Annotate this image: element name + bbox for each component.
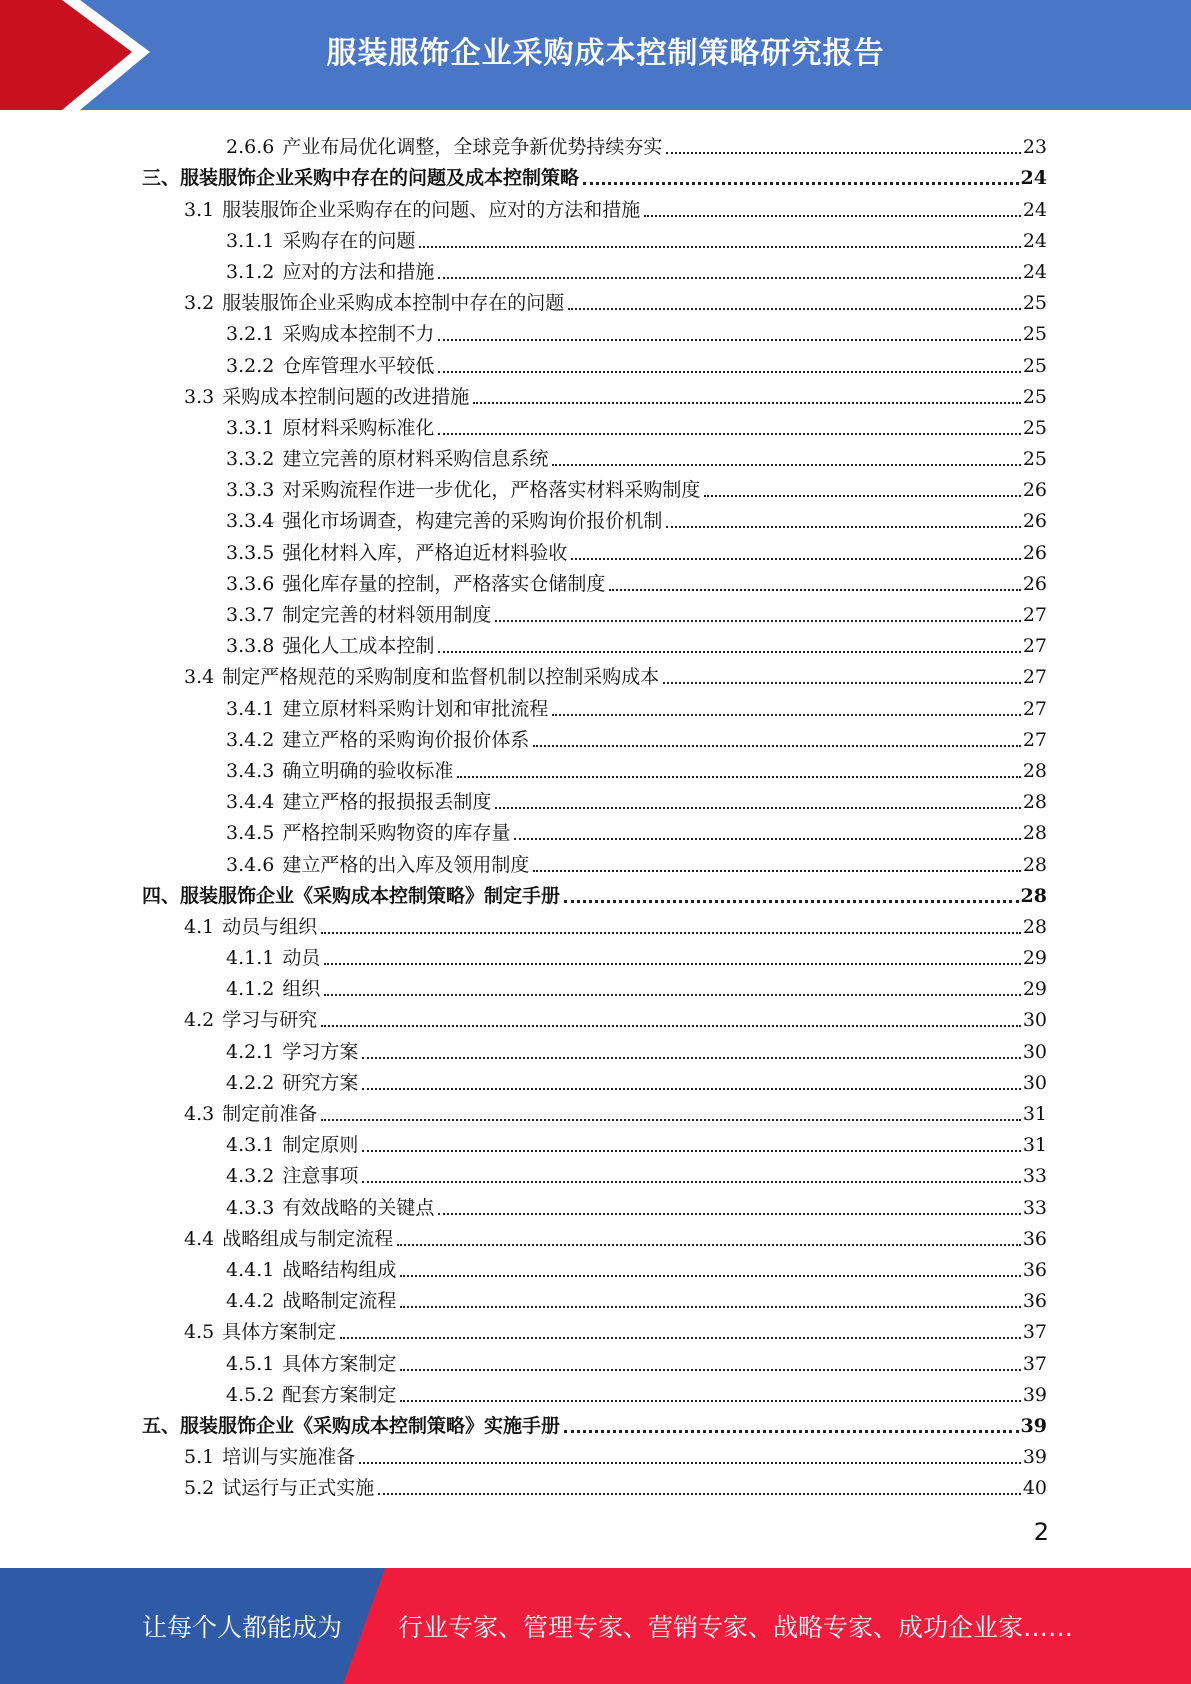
toc-dot-leader <box>400 1369 1020 1371</box>
toc-entry-number: 3.4.5 <box>226 822 275 845</box>
toc-entry-title: 制定严格规范的采购制度和监督机制以控制采购成本 <box>222 666 660 689</box>
toc-dot-leader <box>438 651 1020 653</box>
toc-dot-leader <box>704 495 1020 497</box>
toc-dot-leader <box>321 1119 1021 1121</box>
toc-entry-number: 4.2.2 <box>226 1071 275 1094</box>
header-banner <box>0 0 1191 110</box>
toc-entry-page: 39 <box>1022 1383 1047 1406</box>
toc-entry-page: 30 <box>1022 1009 1047 1032</box>
toc-entry-title: 有效战略的关键点 <box>282 1196 435 1219</box>
toc-entry-title: 建立严格的出入库及领用制度 <box>282 853 530 876</box>
toc-dot-leader <box>571 558 1020 560</box>
toc-entry-page: 25 <box>1022 448 1047 471</box>
toc-entry[interactable] <box>142 814 1047 845</box>
toc-entry-title: 配套方案制定 <box>282 1383 397 1406</box>
toc-dot-leader <box>514 838 1020 840</box>
toc-entry-number: 4.2.1 <box>226 1040 275 1063</box>
toc-entry-page: 36 <box>1022 1227 1047 1250</box>
toc-dot-leader <box>324 994 1020 996</box>
toc-entry-page: 27 <box>1022 666 1047 689</box>
toc-entry[interactable] <box>142 1157 1047 1188</box>
toc-entry[interactable] <box>142 1095 1047 1126</box>
toc-dot-leader <box>321 932 1021 934</box>
toc-entry[interactable] <box>142 159 1047 190</box>
toc-entry-title: 制定原则 <box>282 1134 359 1157</box>
toc-dot-leader <box>663 682 1021 684</box>
toc-entry-title: 具体方案制定 <box>222 1321 337 1344</box>
toc-dot-leader <box>362 1088 1020 1090</box>
toc-dot-leader <box>533 745 1020 747</box>
document-title: 服装服饰企业采购成本控制策略研究报告 <box>326 36 885 71</box>
toc-entry-number: 3.3.6 <box>226 572 275 595</box>
toc-entry-title: 采购成本控制不力 <box>282 323 435 346</box>
toc-dot-leader <box>438 339 1020 341</box>
toc-entry-title: 建立完善的原材料采购信息系统 <box>282 448 549 471</box>
toc-entry-number: 3.3.7 <box>226 604 275 626</box>
toc-dot-leader <box>644 215 1021 217</box>
toc-entry-title: 强化市场调查，构建完善的采购询价报价机制 <box>282 510 663 533</box>
toc-dot-leader <box>609 589 1020 591</box>
toc-entry-number: 3.4.6 <box>226 853 275 876</box>
toc-entry-page: 26 <box>1022 541 1047 564</box>
toc-entry[interactable] <box>142 1001 1047 1032</box>
toc-entry-page: 24 <box>1022 260 1047 283</box>
toc-entry-title: 四、服装服饰企业《采购成本控制策略》制定手册 <box>142 884 561 907</box>
toc-entry-page: 36 <box>1022 1290 1047 1313</box>
toc-entry[interactable] <box>142 721 1047 752</box>
toc-dot-leader <box>457 776 1020 778</box>
toc-entry-number: 4.4 <box>184 1227 215 1250</box>
table-of-contents <box>142 128 1047 1500</box>
toc-entry[interactable] <box>142 627 1047 658</box>
toc-entry-page: 26 <box>1022 510 1047 533</box>
toc-entry[interactable] <box>142 565 1047 596</box>
toc-entry-page: 26 <box>1022 479 1047 502</box>
toc-entry-number: 3.3.4 <box>226 510 275 533</box>
toc-entry-page: 25 <box>1022 292 1047 315</box>
toc-entry[interactable] <box>142 1282 1047 1313</box>
footer-slogan-right: 行业专家、管理专家、营销专家、战略专家、成功企业家…… <box>398 1613 1074 1642</box>
toc-entry[interactable] <box>142 1251 1047 1282</box>
toc-dot-leader <box>362 1150 1020 1152</box>
toc-entry[interactable] <box>142 939 1047 970</box>
toc-dot-leader <box>400 1400 1020 1402</box>
toc-entry-number: 2.6.6 <box>226 136 275 159</box>
toc-dot-leader <box>438 433 1020 435</box>
toc-entry-page: 24 <box>1020 167 1047 190</box>
toc-entry-number: 3.4 <box>184 666 215 689</box>
toc-entry[interactable] <box>142 908 1047 939</box>
toc-dot-leader <box>495 807 1020 809</box>
toc-entry-title: 仓库管理水平较低 <box>282 354 435 377</box>
toc-dot-leader <box>359 1462 1021 1464</box>
toc-entry[interactable] <box>142 128 1047 159</box>
toc-entry-title: 研究方案 <box>282 1071 359 1094</box>
toc-entry-title: 原材料采购标准化 <box>282 416 435 439</box>
toc-entry-page: 33 <box>1022 1196 1047 1219</box>
toc-entry[interactable] <box>142 658 1047 689</box>
toc-entry-title: 学习方案 <box>282 1040 359 1063</box>
toc-dot-leader <box>564 1430 1019 1433</box>
toc-dot-leader <box>583 182 1019 185</box>
toc-entry-number: 4.4.2 <box>226 1290 275 1313</box>
toc-entry-title: 组织 <box>282 978 321 1001</box>
toc-entry[interactable] <box>142 1126 1047 1157</box>
toc-entry-title: 注意事项 <box>282 1165 359 1188</box>
toc-entry-number: 4.5.1 <box>226 1352 275 1375</box>
toc-entry-page: 25 <box>1022 416 1047 439</box>
toc-entry-page: 25 <box>1022 323 1047 346</box>
toc-entry-number: 3.3.8 <box>226 635 275 658</box>
toc-entry-number: 3.3 <box>184 385 215 408</box>
toc-entry[interactable] <box>142 533 1047 564</box>
toc-entry[interactable] <box>142 253 1047 284</box>
toc-entry-number: 5.1 <box>184 1446 215 1469</box>
toc-entry-title: 战略组成与制定流程 <box>222 1227 394 1250</box>
toc-entry[interactable] <box>142 1220 1047 1251</box>
toc-entry-page: 29 <box>1022 947 1047 970</box>
toc-dot-leader <box>321 1025 1021 1027</box>
toc-entry-page: 30 <box>1022 1071 1047 1094</box>
toc-entry[interactable] <box>142 1032 1047 1063</box>
toc-entry-page: 27 <box>1022 697 1047 720</box>
toc-entry-number: 3.4.3 <box>226 759 275 782</box>
toc-dot-leader <box>552 464 1020 466</box>
page-number: 2 <box>1033 1518 1049 1546</box>
toc-entry-title: 具体方案制定 <box>282 1352 397 1375</box>
toc-entry-title: 强化库存量的控制，严格落实仓储制度 <box>282 572 606 595</box>
toc-entry-title: 培训与实施准备 <box>222 1446 356 1469</box>
toc-entry[interactable] <box>142 1469 1047 1500</box>
toc-entry[interactable] <box>142 471 1047 502</box>
toc-entry-number: 3.2 <box>184 292 215 315</box>
toc-entry[interactable] <box>142 752 1047 783</box>
toc-entry-page: 24 <box>1022 198 1047 221</box>
toc-entry-page: 25 <box>1022 354 1047 377</box>
toc-entry-number: 4.3.3 <box>226 1196 275 1219</box>
toc-entry[interactable] <box>142 440 1047 471</box>
toc-entry[interactable] <box>142 315 1047 346</box>
toc-entry-page: 28 <box>1022 759 1047 782</box>
toc-entry-title: 三、服装服饰企业采购中存在的问题及成本控制策略 <box>142 167 580 190</box>
toc-entry-page: 28 <box>1022 822 1047 845</box>
toc-entry[interactable] <box>142 845 1047 876</box>
toc-entry[interactable] <box>142 970 1047 1001</box>
toc-dot-leader <box>568 308 1021 310</box>
toc-entry-title: 战略结构组成 <box>282 1258 397 1281</box>
toc-entry-title: 动员 <box>282 947 321 970</box>
toc-entry[interactable] <box>142 378 1047 409</box>
footer-slogan-left: 让每个人都能成为 <box>142 1613 343 1642</box>
toc-entry-title: 确立明确的验收标准 <box>282 759 454 782</box>
toc-entry[interactable] <box>142 596 1047 627</box>
toc-entry-title: 动员与组织 <box>222 915 318 938</box>
toc-entry-page: 39 <box>1022 1446 1047 1469</box>
toc-entry[interactable] <box>142 877 1047 908</box>
toc-entry-page: 26 <box>1022 572 1047 595</box>
toc-entry-number: 3.3.2 <box>226 448 275 471</box>
toc-entry-number: 4.3.1 <box>226 1134 275 1157</box>
toc-entry-title: 服装服饰企业采购存在的问题、应对的方法和措施 <box>222 198 641 221</box>
toc-entry-title: 学习与研究 <box>222 1009 318 1032</box>
toc-entry-page: 30 <box>1022 1040 1047 1063</box>
toc-entry-title: 采购成本控制问题的改进措施 <box>222 385 470 408</box>
toc-entry-number: 4.1 <box>184 915 215 938</box>
toc-entry-title: 强化人工成本控制 <box>282 635 435 658</box>
toc-entry-page: 31 <box>1022 1134 1047 1157</box>
toc-entry-title: 服装服饰企业采购成本控制中存在的问题 <box>222 292 565 315</box>
toc-entry-number: 3.3.1 <box>226 416 275 439</box>
toc-dot-leader <box>438 277 1020 279</box>
toc-entry-page: 37 <box>1022 1352 1047 1375</box>
toc-dot-leader <box>533 870 1020 872</box>
toc-entry[interactable] <box>142 689 1047 720</box>
toc-entry-page: 36 <box>1022 1258 1047 1281</box>
toc-entry-page: 28 <box>1022 791 1047 814</box>
toc-entry-number: 4.3 <box>184 1103 215 1125</box>
toc-entry-number: 4.2 <box>184 1009 215 1032</box>
toc-entry-number: 4.1.2 <box>226 978 275 1001</box>
toc-entry-page: 27 <box>1022 728 1047 751</box>
toc-entry-number: 3.4.2 <box>226 728 275 751</box>
toc-entry-number: 3.1 <box>184 198 215 221</box>
toc-entry-number: 4.3.2 <box>226 1165 275 1188</box>
toc-entry-page: 23 <box>1022 136 1047 159</box>
toc-entry[interactable] <box>142 1188 1047 1219</box>
toc-entry-title: 产业布局优化调整，全球竞争新优势持续夯实 <box>282 136 663 159</box>
toc-entry[interactable] <box>142 1438 1047 1469</box>
toc-entry[interactable] <box>142 502 1047 533</box>
toc-entry[interactable] <box>142 1344 1047 1375</box>
toc-entry-number: 3.3.5 <box>226 541 275 564</box>
toc-entry-page: 33 <box>1022 1165 1047 1188</box>
toc-entry-number: 3.3.3 <box>226 479 275 502</box>
toc-dot-leader <box>340 1337 1021 1339</box>
toc-entry-number: 3.1.2 <box>226 260 275 283</box>
toc-entry-title: 强化材料入库，严格迫近材料验收 <box>282 541 568 564</box>
toc-entry-title: 战略制定流程 <box>282 1290 397 1313</box>
toc-dot-leader <box>397 1244 1021 1246</box>
toc-entry[interactable] <box>142 284 1047 315</box>
toc-entry-page: 27 <box>1022 635 1047 658</box>
toc-dot-leader <box>666 152 1020 154</box>
toc-entry-number: 3.2.1 <box>226 323 275 346</box>
toc-entry-number: 4.5.2 <box>226 1383 275 1406</box>
toc-entry[interactable] <box>142 222 1047 253</box>
toc-entry-number: 3.4.1 <box>226 697 275 720</box>
toc-entry-title: 采购存在的问题 <box>282 229 416 252</box>
toc-dot-leader <box>564 900 1019 903</box>
toc-dot-leader <box>362 1057 1020 1059</box>
toc-entry-number: 5.2 <box>184 1477 215 1500</box>
toc-entry-title: 对采购流程作进一步优化，严格落实材料采购制度 <box>282 479 701 502</box>
toc-entry-title: 建立严格的报损报丢制度 <box>282 791 492 814</box>
toc-entry-number: 4.1.1 <box>226 947 275 970</box>
toc-entry-page: 28 <box>1020 884 1047 907</box>
toc-entry-number: 3.4.4 <box>226 791 275 814</box>
toc-entry-title: 制定前准备 <box>222 1103 318 1125</box>
toc-entry[interactable] <box>142 409 1047 440</box>
toc-entry[interactable] <box>142 1376 1047 1407</box>
toc-entry-number: 4.4.1 <box>226 1258 275 1281</box>
toc-entry-number: 3.2.2 <box>226 354 275 377</box>
toc-entry-title: 试运行与正式实施 <box>222 1477 375 1500</box>
toc-dot-leader <box>362 1181 1020 1183</box>
toc-entry-number: 3.1.1 <box>226 229 275 252</box>
toc-entry[interactable] <box>142 1064 1047 1095</box>
toc-entry-title: 五、服装服饰企业《采购成本控制策略》实施手册 <box>142 1414 561 1437</box>
toc-dot-leader <box>438 1213 1020 1215</box>
toc-entry[interactable] <box>142 1313 1047 1344</box>
toc-entry-page: 31 <box>1022 1103 1047 1125</box>
toc-dot-leader <box>552 714 1020 716</box>
toc-entry[interactable] <box>142 783 1047 814</box>
toc-entry-page: 27 <box>1022 604 1047 626</box>
toc-entry-title: 建立严格的采购询价报价体系 <box>282 728 530 751</box>
toc-entry-page: 29 <box>1022 978 1047 1001</box>
toc-dot-leader <box>473 402 1021 404</box>
toc-dot-leader <box>324 963 1020 965</box>
toc-entry-page: 28 <box>1022 853 1047 876</box>
footer-banner <box>0 1568 1191 1684</box>
toc-dot-leader <box>419 246 1020 248</box>
toc-entry-page: 40 <box>1022 1477 1047 1500</box>
toc-dot-leader <box>495 620 1020 622</box>
toc-entry-number: 4.5 <box>184 1321 215 1344</box>
toc-entry-page: 39 <box>1020 1414 1047 1437</box>
toc-dot-leader <box>438 371 1020 373</box>
toc-entry-title: 严格控制采购物资的库存量 <box>282 822 511 845</box>
toc-entry-title: 建立原材料采购计划和审批流程 <box>282 697 549 720</box>
toc-entry-page: 37 <box>1022 1321 1047 1344</box>
toc-entry[interactable] <box>142 1407 1047 1438</box>
toc-entry-title: 制定完善的材料领用制度 <box>282 604 492 626</box>
toc-entry[interactable] <box>142 346 1047 377</box>
toc-dot-leader <box>400 1275 1020 1277</box>
toc-dot-leader <box>378 1493 1021 1495</box>
toc-entry-title: 应对的方法和措施 <box>282 260 435 283</box>
toc-dot-leader <box>666 526 1020 528</box>
toc-entry-page: 24 <box>1022 229 1047 252</box>
toc-entry-page: 28 <box>1022 915 1047 938</box>
toc-entry[interactable] <box>142 190 1047 221</box>
toc-entry-page: 25 <box>1022 385 1047 408</box>
toc-dot-leader <box>400 1306 1020 1308</box>
